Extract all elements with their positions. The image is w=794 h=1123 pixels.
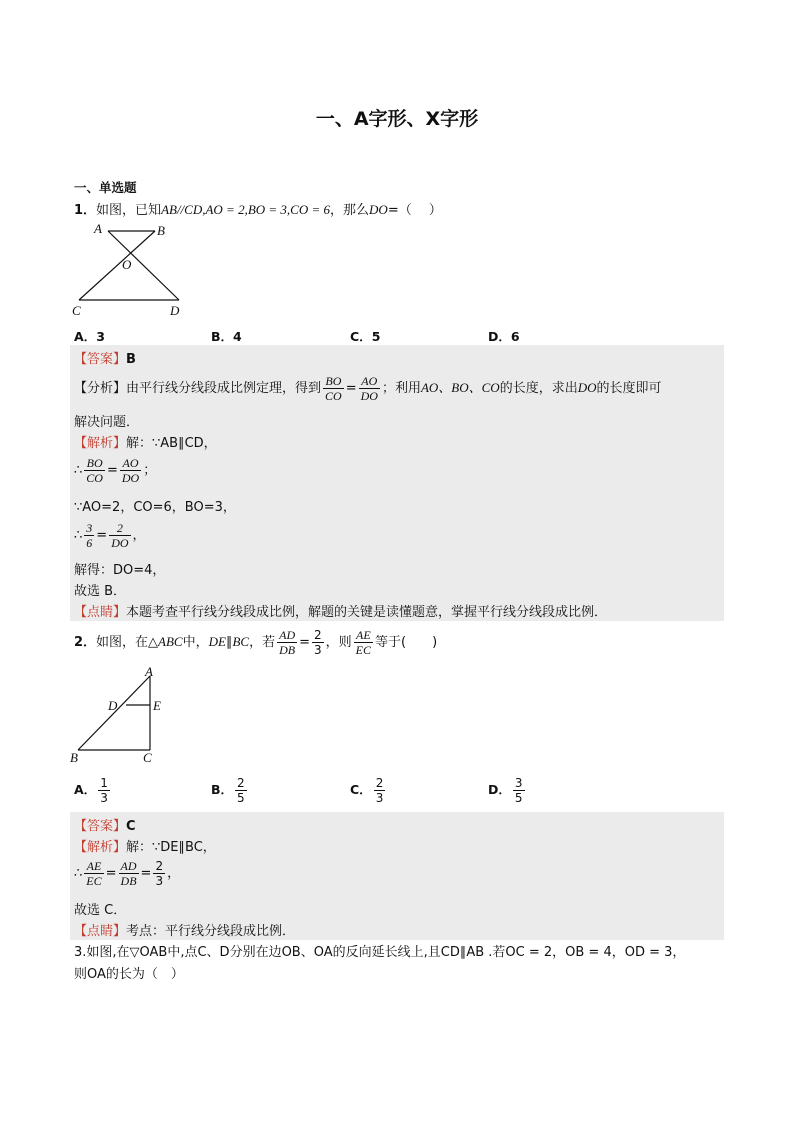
q1-given: AB//CD,AO = 2,BO = 3,CO = 6 xyxy=(161,202,331,217)
q1-label-b: B xyxy=(157,223,165,238)
q1-analysis: 【分析】由平行线分线段成比例定理，得到 $\frac{BO}{CO}$ = $\frac{AO}{DO}$ ；利用AO、BO、CO的长度，求出DO的长度即可 xyxy=(74,374,662,403)
q2-option-c[interactable]: C． $\frac{2}{3}$ xyxy=(350,776,384,805)
q1-comment-tag: 【点睛】 xyxy=(74,605,127,620)
q2-segment-ab xyxy=(78,676,150,750)
q1-stem-text2: ，那么 xyxy=(330,203,370,218)
q1-analysis-frac2: $\frac{AO}{DO}$ xyxy=(360,374,378,403)
q1-solution-line6: 故选 B． xyxy=(74,584,127,599)
q1-option-a[interactable]: A．3 xyxy=(74,329,105,344)
q2-option-d[interactable]: D． $\frac{3}{5}$ xyxy=(488,776,523,805)
q2-comment: 【点睛】考点：平行线分线段成比例． xyxy=(74,924,296,939)
q2-comment-tag: 【点睛】 xyxy=(74,924,127,939)
q2-solution-line1: 【解析】解：∵DE∥BC， xyxy=(74,840,216,855)
q1-label-c: C xyxy=(72,303,81,318)
q1-solution-line3: ∵AO=2，CO=6，BO=3， xyxy=(74,500,236,515)
q2-stem-frac2: $\frac{AE}{EC}$ xyxy=(355,628,372,657)
q2-stem-frac: $\frac{AD}{DB}$ xyxy=(279,628,296,657)
q2-solution-tag: 【解析】 xyxy=(74,840,127,855)
q3-stem-line2: 则OA的长为（ ） xyxy=(74,967,184,982)
q1-analysis-line2: 解决问题． xyxy=(74,415,140,430)
q1-solution-line5: 解得：DO=4， xyxy=(74,563,166,578)
q1-option-c[interactable]: C．5 xyxy=(350,329,381,344)
q2-number: 2． xyxy=(74,635,97,650)
q1-answer-tag: 【答案】 xyxy=(74,352,127,367)
page-title: 一、A字形、X字形 xyxy=(315,108,479,130)
section-heading: 一、单选题 xyxy=(74,180,137,195)
q2-label-e: E xyxy=(153,698,161,713)
q2-label-d: D xyxy=(108,698,118,713)
q2-option-a[interactable]: A． $\frac{1}{3}$ xyxy=(74,776,108,805)
q1-analysis-frac1: $\frac{BO}{CO}$ xyxy=(325,374,342,403)
q1-solution-line4: ∴ $\frac{3}{6}$ = $\frac{2}{DO}$ ， xyxy=(74,521,146,550)
q1-label-a: A xyxy=(94,221,102,236)
q1-answer-value: B xyxy=(126,352,136,367)
q2-label-b: B xyxy=(70,750,78,765)
q2-answer-tag: 【答案】 xyxy=(74,819,127,834)
q1-analysis-tag: 【分析】 xyxy=(74,381,127,396)
q2-answer-value: C xyxy=(126,819,136,834)
q1-paren: =（ ） xyxy=(387,203,442,218)
q1-label-o: O xyxy=(122,257,132,272)
q2-stem-frac-val: $\frac{2}{3}$ xyxy=(314,628,322,657)
q1-stem-text: 如图，已知 xyxy=(96,203,162,218)
q1-label-d: D xyxy=(170,303,180,318)
q2-label-c: C xyxy=(143,750,152,765)
q1-unknown: DO xyxy=(369,202,388,217)
q1-number: 1． xyxy=(74,203,97,218)
q1-figure xyxy=(64,218,194,322)
q2-answer xyxy=(74,815,136,834)
q2-solution-line3: 故选 C． xyxy=(74,903,127,918)
q1-stem xyxy=(74,199,442,218)
q2-solution-line2: ∴ $\frac{AE}{EC}$ = $\frac{AD}{DB}$ = $\frac{2}{3}$ ， xyxy=(74,859,181,888)
q2-label-a: A xyxy=(145,664,153,679)
q2-stem: 2．如图，在△ABC中，DE∥BC，若 $\frac{AD}{DB}$ = $\frac{2}{3}$ ，则 $\frac{AE}{EC}$ 等于( ) xyxy=(74,628,438,657)
q1-comment: 【点睛】本题考查平行线分线段成比例，解题的关键是读懂题意，掌握平行线分线段成比例． xyxy=(74,605,608,620)
q1-option-b[interactable]: B．4 xyxy=(211,329,242,344)
q1-option-d[interactable]: D．6 xyxy=(488,329,520,344)
q2-figure xyxy=(66,664,176,768)
q1-solution-line2: ∴ $\frac{BO}{CO}$ = $\frac{AO}{DO}$ ； xyxy=(74,456,157,485)
q3-stem-line1: 3.如图,在▽OAB中,点C、D分别在边OB、OA的反向延长线上,且CD∥AB .若OC = 2，OB = 4，OD = 3， xyxy=(74,945,686,960)
q1-answer xyxy=(74,348,136,367)
q1-solution-line1: 【解析】解：∵AB∥CD， xyxy=(74,436,217,451)
q2-option-b[interactable]: B． $\frac{2}{5}$ xyxy=(211,776,245,805)
q1-solution-tag: 【解析】 xyxy=(74,436,127,451)
